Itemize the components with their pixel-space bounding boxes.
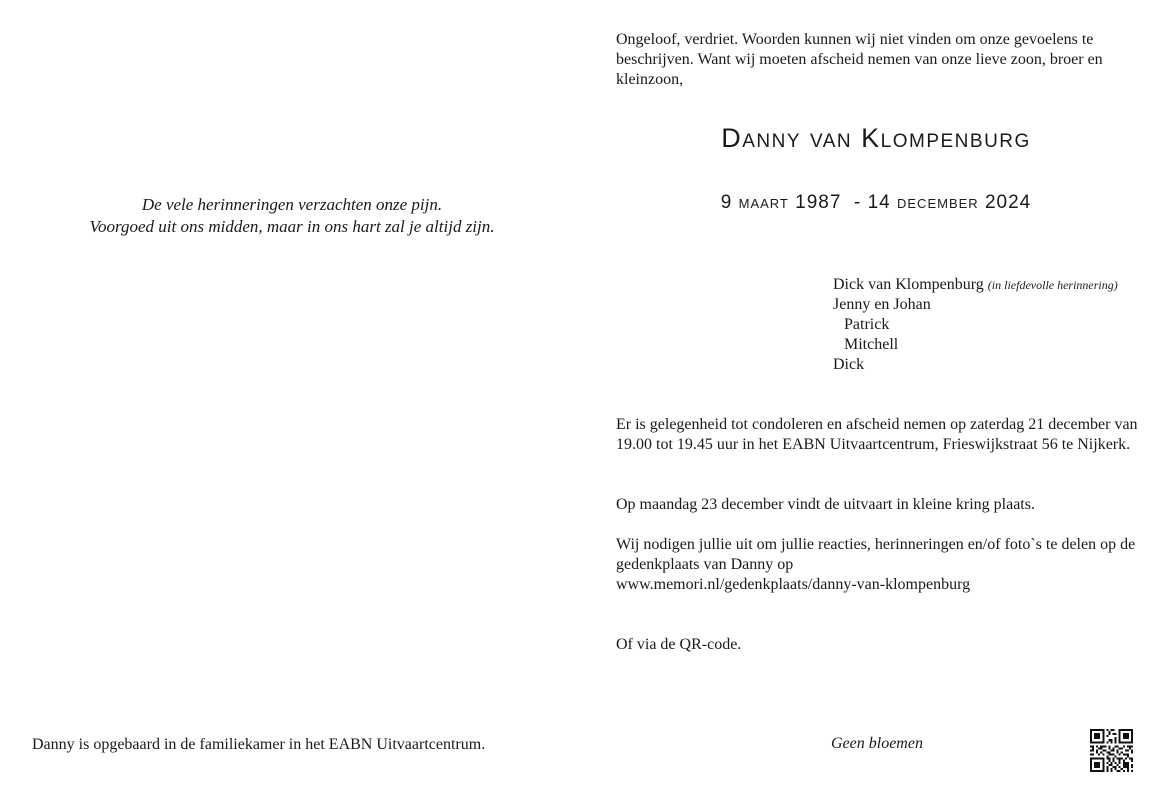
life-dates: 9 maart 1987 - 14 december 2024 bbox=[720, 192, 1032, 213]
family-member: Mitchell bbox=[844, 336, 899, 353]
condolence-info: Er is gelegenheid tot condoleren en afscheid nemen op zaterdag 21 december van 19.00 tot 19.45 uur in het EABN Uitvaartcentrum, Frieswijkstraat 56 te Nijkerk. bbox=[616, 416, 1138, 453]
family-member: Dick bbox=[833, 356, 865, 373]
reactions-text: Wij nodigen jullie uit om jullie reacties, herinneringen en/of foto`s te delen op de gedenkplaats van Danny op bbox=[616, 536, 1136, 573]
memorial-quote bbox=[40, 194, 544, 238]
family-member bbox=[833, 275, 1118, 295]
funeral-info: Op maandag 23 december vindt de uitvaart in kleine kring plaats. bbox=[616, 496, 1035, 513]
memorial-url: www.memori.nl/gedenkplaats/danny-van-klompenburg bbox=[616, 576, 971, 593]
deceased-name: Danny van Klompenburg bbox=[721, 123, 1031, 153]
qr-code-icon bbox=[1090, 729, 1133, 772]
reactions-invitation bbox=[616, 535, 1144, 595]
laid-out-notice: Danny is opgebaard in de familiekamer in het EABN Uitvaartcentrum. bbox=[32, 736, 486, 753]
family-member-name: Dick van Klompenburg bbox=[833, 276, 984, 293]
family-member: Jenny en Johan bbox=[833, 296, 931, 313]
family-member: Patrick bbox=[844, 316, 890, 333]
qr-code-text: Of via de QR-code. bbox=[616, 636, 742, 653]
intro-text: Ongeloof, verdriet. Woorden kunnen wij niet vinden om onze gevoelens te beschrijven. Want wij moeten afscheid nemen van onze lieve zoon, broer en kleinzoon, bbox=[616, 31, 1103, 88]
no-flowers-note: Geen bloemen bbox=[831, 735, 923, 752]
quote-line: De vele herinneringen verzachten onze pijn. bbox=[141, 195, 443, 214]
quote-line: Voorgoed uit ons midden, maar in ons hart zal je altijd zijn. bbox=[89, 217, 495, 236]
family-list bbox=[833, 275, 1118, 375]
family-member-note: (in liefdevolle herinnering) bbox=[987, 278, 1118, 292]
